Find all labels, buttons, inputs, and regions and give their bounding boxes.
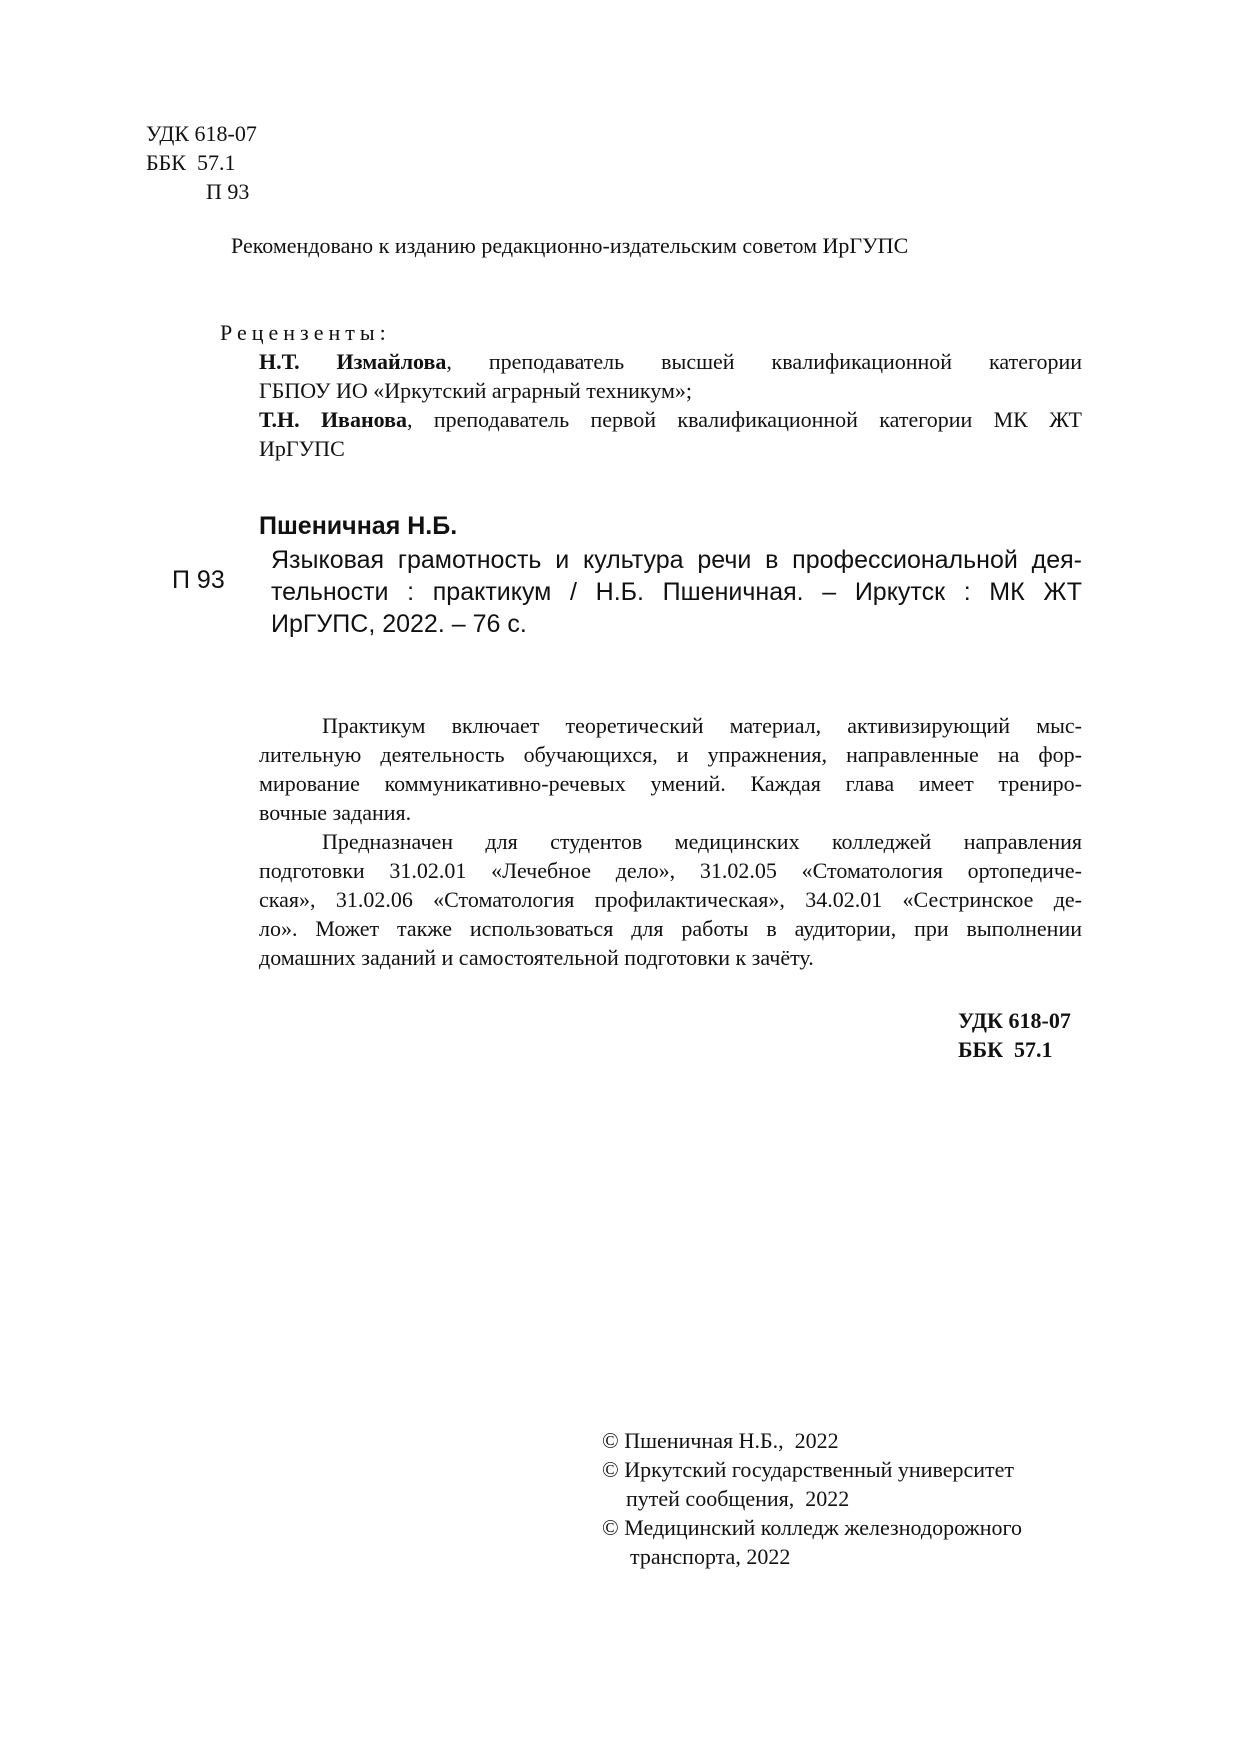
reviewer-1 — [259, 347, 1082, 405]
reviewer-2 — [259, 405, 1082, 463]
abstract-p2-line-2: подготовки 31.02.01 «Лечебное дело», 31.02.05 «Стоматология ортопедиче- — [259, 858, 1082, 883]
abstract — [259, 711, 1082, 972]
reviewer-1-desc: , преподаватель высшей квалификационной категории — [446, 349, 1082, 374]
abstract-p2-line-1: Предназначен для студентов медицинских колледжей направления — [322, 829, 1082, 854]
copyright-author: © Пшеничная Н.Б., 2022 — [602, 1428, 839, 1453]
index-codes — [146, 119, 257, 206]
index-codes-bold — [958, 1006, 1071, 1064]
abstract-p1-line-4: вочные задания. — [259, 800, 412, 825]
bbk-code-bold: ББК 57.1 — [958, 1037, 1053, 1062]
reviewer-1-name: Н.Т. Измайлова — [259, 349, 447, 374]
bib-line-1: Языковая грамотность и культура речи в профессиональной дея- — [271, 546, 1082, 574]
abstract-p1-line-1: Практикум включает теоретический материал, активизирующий мыс- — [322, 713, 1082, 738]
reviewers-heading: Рецензенты: — [220, 320, 391, 345]
bib-line-3: ИрГУПС, 2022. – 76 с. — [271, 610, 527, 638]
abstract-p1-line-3: мирование коммуникативно-речевых умений. Каждая глава имеет трениро- — [259, 771, 1082, 796]
reviewer-2-org: ИрГУПС — [259, 436, 345, 461]
udk-code-bold: УДК 618-07 — [958, 1008, 1071, 1033]
abstract-p1-line-2: лительную деятельность обучающихся, и упражнения, направленные на фор- — [259, 742, 1082, 767]
bib-line-2: тельности : практикум / Н.Б. Пшеничная. – Иркутск : МК ЖТ — [271, 578, 1082, 606]
abstract-p2-line-3: ская», 31.02.06 «Стоматология профилактическая», 34.02.01 «Сестринское де- — [259, 887, 1082, 912]
recommendation-text: Рекомендовано к изданию редакционно-издательским советом ИрГУПС — [231, 233, 909, 258]
bib-mark: П 93 — [172, 566, 225, 594]
author-mark: П 93 — [206, 179, 250, 204]
copyright-college: © Медицинский колледж железнодорожного — [602, 1515, 1022, 1540]
copyright-block — [602, 1426, 1022, 1571]
udk-code: УДК 618-07 — [146, 121, 257, 146]
copyright-university-cont: путей сообщения, 2022 — [626, 1486, 850, 1511]
bib-description — [271, 544, 1082, 640]
copyright-university: © Иркутский государственный университет — [602, 1457, 1015, 1482]
copyright-college-cont: транспорта, 2022 — [630, 1544, 791, 1569]
bib-author-heading: Пшеничная Н.Б. — [259, 512, 458, 540]
reviewer-2-desc: , преподаватель первой квалификационной категории МК ЖТ — [406, 407, 1082, 432]
bbk-code: ББК 57.1 — [146, 150, 236, 175]
reviewer-2-name: Т.Н. Иванова — [259, 407, 407, 432]
abstract-p2-line-4: ло». Может также использоваться для работы в аудитории, при выполнении — [259, 916, 1082, 941]
reviewer-1-org: ГБПОУ ИО «Иркутский аграрный техникум»; — [259, 378, 693, 403]
abstract-p2-line-5: домашних заданий и самостоятельной подготовки к зачёту. — [259, 945, 814, 970]
